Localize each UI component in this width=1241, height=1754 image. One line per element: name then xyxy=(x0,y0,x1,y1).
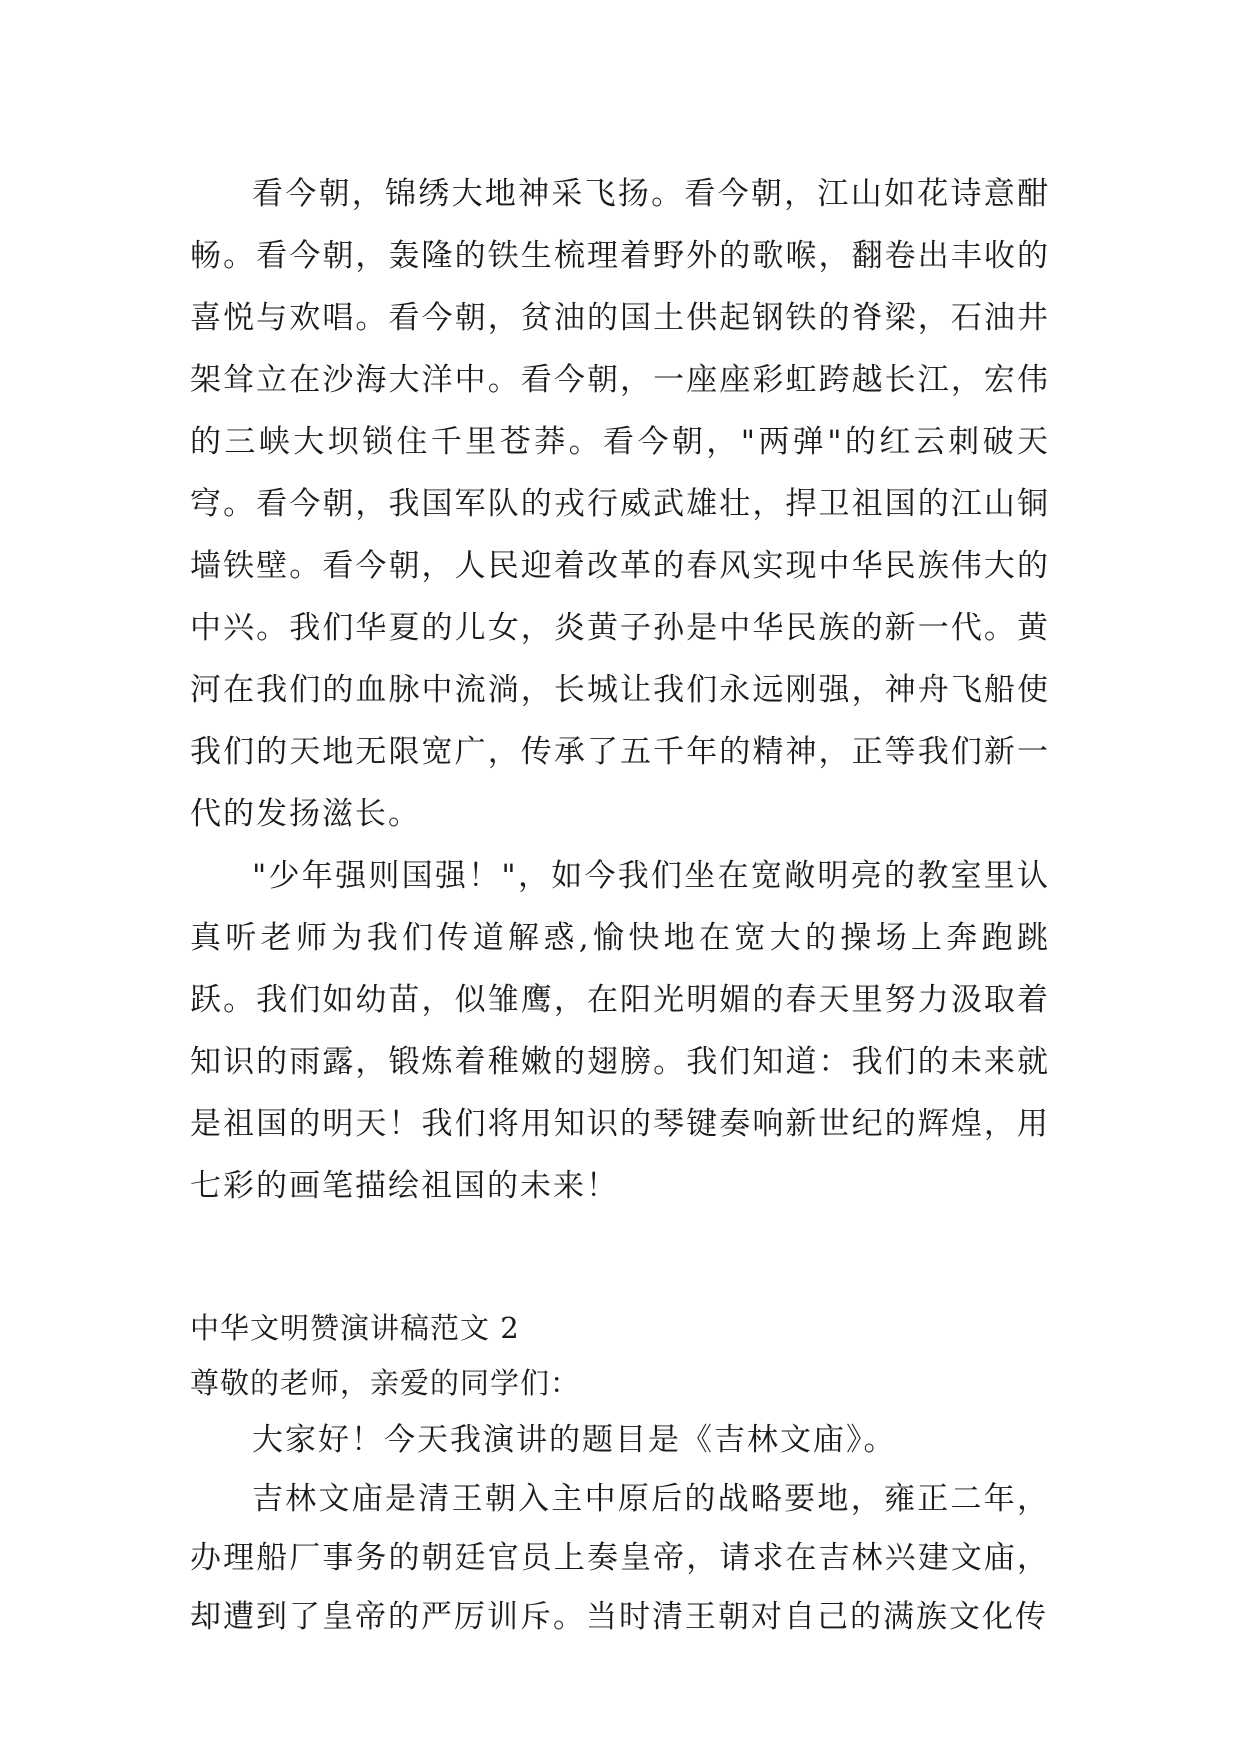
section-heading: 中华文明赞演讲稿范文 2 xyxy=(190,1311,520,1345)
paragraph-4: 吉林文庙是清王朝入主中原后的战略要地，雍正二年，办理船厂事务的朝廷官员上奏皇帝，请求在吉林兴建文庙，却遭到了皇帝的严厉训斥。当时清王朝对自己的满族文化传 xyxy=(190,1481,1050,1635)
paragraph-2: "少年强则国强！"，如今我们坐在宽敞明亮的教室里认真听老师为我们传道解惑,愉快地在宽大的操场上奔跑跳跃。我们如幼苗，似雏鹰，在阳光明媚的春天里努力汲取着知识的雨露，锻炼着稚嫩的翅膀。我们知道：我们的未来就是祖国的明天！我们将用知识的琴键奏响新世纪的辉煌，用七彩的画笔描绘祖国的未来！ xyxy=(190,858,1050,1204)
salutation: 尊敬的老师，亲爱的同学们： xyxy=(190,1366,581,1400)
paragraph-3: 大家好！今天我演讲的题目是《吉林文庙》。 xyxy=(252,1422,897,1458)
paragraph-1: 看今朝，锦绣大地神采飞扬。看今朝，江山如花诗意酣畅。看今朝，轰隆的铁生梳理着野外的歌喉，翻卷出丰收的喜悦与欢唱。看今朝，贫油的国土供起钢铁的脊梁，石油井架耸立在沙海大洋中。看今朝，一座座彩虹跨越长江，宏伟的三峡大坝锁住千里苍莽。看今朝，"两弹"的红云刺破天穹。看今朝，我国军队的戎行威武雄壮，捍卫祖国的江山铜墙铁壁。看今朝，人民迎着改革的春风实现中华民族伟大的中兴。我们华夏的儿女，炎黄子孙是中华民族的新一代。黄河在我们的血脉中流淌，长城让我们永远刚强，神舟飞船使我们的天地无限宽广，传承了五千年的精神，正等我们新一代的发扬滋长。 xyxy=(190,176,1050,832)
document-body xyxy=(190,163,1050,1647)
